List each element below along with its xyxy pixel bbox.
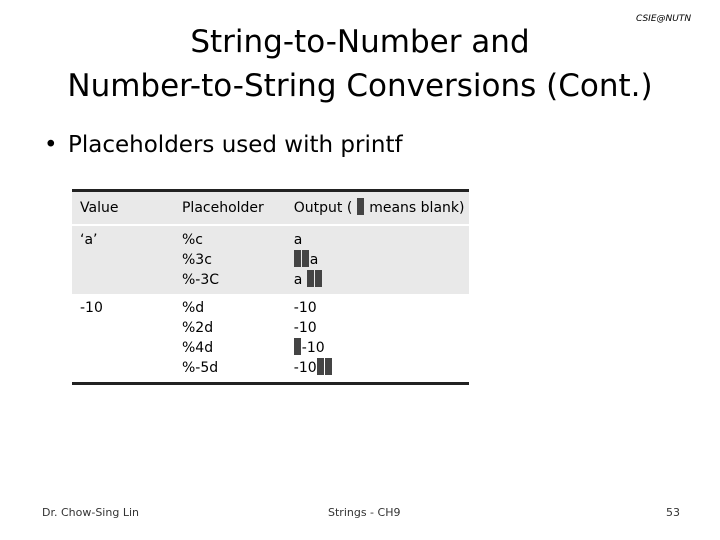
blank-marker-icon [294,338,301,355]
bullet-item [44,132,403,158]
blank-marker-icon [325,358,332,375]
output-item: a [294,250,469,270]
header-placeholder: Placeholder [181,200,264,216]
row-value: ‘a’ [80,232,98,248]
table-row [72,226,469,294]
placeholder-item: %4d [181,340,214,356]
table-row [72,294,469,382]
slide-title [0,20,720,108]
placeholder-item: %d [181,300,205,316]
header-output-suffix: means blank) [369,200,465,216]
table-header-row [72,192,469,226]
row-outputs [286,226,469,294]
output-item: -10 [294,358,469,378]
page-number: 53 [666,506,680,519]
blank-marker-icon [315,270,322,287]
row-placeholders [174,294,286,382]
output-item: -10 [293,300,317,316]
footer-author: Dr. Chow-Sing Lin [42,506,139,519]
blank-marker-icon [307,270,314,287]
placeholder-item: %-5d [181,360,219,376]
bullet-dot-icon: • [44,132,58,158]
bullet-text: Placeholders used with printf [68,132,403,158]
row-value: -10 [80,300,103,316]
output-item: a [293,232,303,248]
blank-marker-icon [357,198,364,215]
output-item: -10 [293,320,317,336]
placeholder-item: %-3C [181,272,220,288]
title-line-2: Number-to-String Conversions (Cont.) [67,68,653,104]
blank-marker-icon [302,250,309,267]
placeholder-item: %2d [181,320,214,336]
table-bottom-rule [72,382,469,385]
row-placeholders [174,226,286,294]
header-output-prefix: Output ( [293,200,353,216]
title-line-1: String-to-Number and [190,24,530,60]
placeholder-item: %3c [181,252,212,268]
footer-chapter: Strings - CH9 [328,506,401,519]
row-outputs [286,294,469,382]
placeholder-item: %c [181,232,203,248]
blank-marker-icon [317,358,324,375]
blank-marker-icon [294,250,301,267]
org-label: CSIE@NUTN [636,14,692,24]
header-output [286,192,469,224]
output-item: -10 [294,338,469,358]
output-item: a [294,270,469,290]
header-value: Value [80,200,119,216]
placeholder-table [72,189,469,385]
